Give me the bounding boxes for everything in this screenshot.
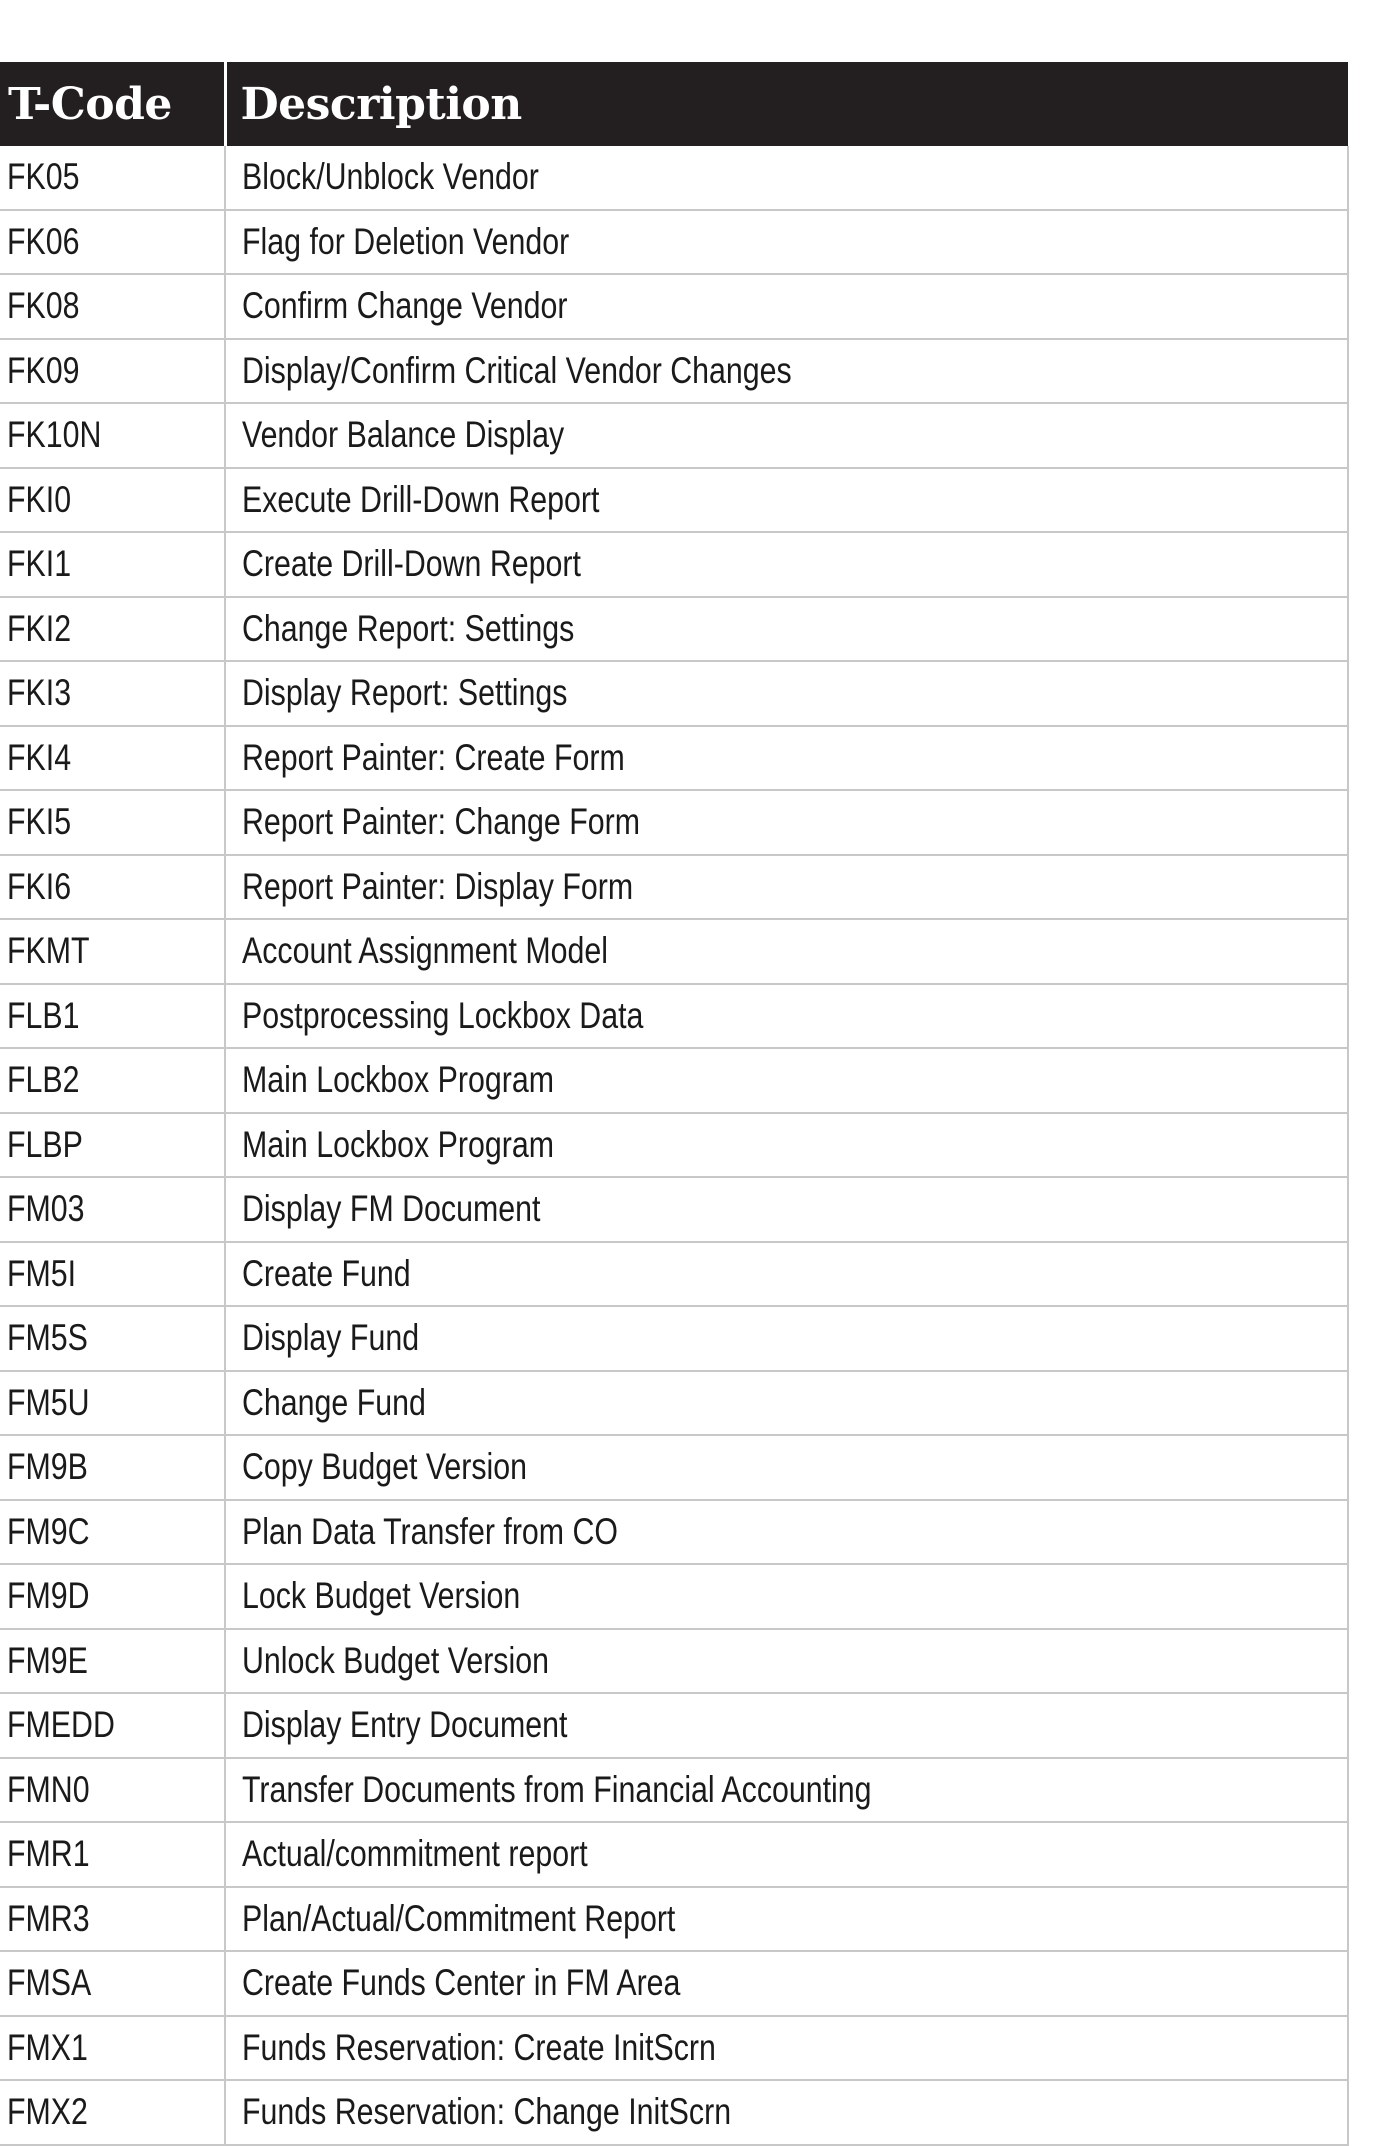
tcode-cell xyxy=(0,1048,225,1113)
tcode-text: FLB2 xyxy=(7,1059,80,1101)
table-row xyxy=(0,919,1348,984)
description-cell xyxy=(225,726,1348,791)
description-cell xyxy=(225,403,1348,468)
description-text: Change Report: Settings xyxy=(242,607,575,649)
description-text: Report Painter: Create Form xyxy=(242,736,625,778)
tcode-text: FKI4 xyxy=(7,736,72,778)
description-cell xyxy=(225,1500,1348,1565)
description-cell xyxy=(225,210,1348,275)
table-row xyxy=(0,468,1348,533)
table-row xyxy=(0,1887,1348,1952)
tcode-cell xyxy=(0,1371,225,1436)
table-row xyxy=(0,146,1348,210)
description-cell xyxy=(225,2080,1348,2145)
tcode-table xyxy=(0,62,1349,2146)
description-cell xyxy=(225,1758,1348,1823)
tcode-text: FM9B xyxy=(7,1446,88,1488)
tcode-cell xyxy=(0,1758,225,1823)
description-cell xyxy=(225,1951,1348,2016)
description-text: Create Fund xyxy=(242,1252,411,1294)
description-text: Confirm Change Vendor xyxy=(242,285,568,327)
tcode-cell xyxy=(0,339,225,404)
description-text: Lock Budget Version xyxy=(242,1575,521,1617)
description-cell xyxy=(225,146,1348,210)
tcode-cell xyxy=(0,726,225,791)
tcode-cell xyxy=(0,146,225,210)
tcode-cell xyxy=(0,597,225,662)
tcode-text: FM03 xyxy=(7,1188,85,1230)
description-text: Postprocessing Lockbox Data xyxy=(242,994,644,1036)
table-row xyxy=(0,1371,1348,1436)
tcode-cell xyxy=(0,2016,225,2081)
tcode-text: FK08 xyxy=(7,285,80,327)
table-row xyxy=(0,274,1348,339)
header-row xyxy=(0,62,1348,146)
table-row xyxy=(0,2016,1348,2081)
description-cell xyxy=(225,1435,1348,1500)
tcode-cell xyxy=(0,1951,225,2016)
tcode-cell xyxy=(0,1177,225,1242)
tcode-cell xyxy=(0,403,225,468)
description-cell xyxy=(225,984,1348,1049)
description-text: Display Fund xyxy=(242,1317,420,1359)
description-cell xyxy=(225,1371,1348,1436)
tcode-cell xyxy=(0,1564,225,1629)
description-cell xyxy=(225,1629,1348,1694)
description-cell xyxy=(225,597,1348,662)
description-cell xyxy=(225,1113,1348,1178)
description-cell xyxy=(225,1822,1348,1887)
table-row xyxy=(0,597,1348,662)
tcode-cell xyxy=(0,1822,225,1887)
table-row xyxy=(0,1500,1348,1565)
description-text: Display Entry Document xyxy=(242,1704,568,1746)
description-text: Display/Confirm Critical Vendor Changes xyxy=(242,349,792,391)
table-row xyxy=(0,726,1348,791)
description-text: Funds Reservation: Create InitScrn xyxy=(242,2026,716,2068)
tcode-cell xyxy=(0,790,225,855)
tcode-cell xyxy=(0,1500,225,1565)
tcode-text: FMX1 xyxy=(7,2026,88,2068)
tcode-text: FK09 xyxy=(7,349,80,391)
tcode-cell xyxy=(0,1242,225,1307)
description-text: Plan/Actual/Commitment Report xyxy=(242,1897,676,1939)
table-row xyxy=(0,1951,1348,2016)
description-text: Transfer Documents from Financial Accounting xyxy=(242,1768,872,1810)
tcode-text: FKI3 xyxy=(7,672,72,714)
tcode-cell xyxy=(0,1306,225,1371)
tcode-cell xyxy=(0,984,225,1049)
table-row xyxy=(0,1629,1348,1694)
description-cell xyxy=(225,274,1348,339)
tcode-text: FLB1 xyxy=(7,994,80,1036)
tcode-cell xyxy=(0,468,225,533)
table-row xyxy=(0,1822,1348,1887)
tcode-cell xyxy=(0,274,225,339)
description-text: Unlock Budget Version xyxy=(242,1639,549,1681)
description-cell xyxy=(225,2016,1348,2081)
table-row xyxy=(0,339,1348,404)
table-row xyxy=(0,210,1348,275)
tcode-text: FMR1 xyxy=(7,1833,90,1875)
tcode-text: FM5U xyxy=(7,1381,90,1423)
description-text: Funds Reservation: Change InitScrn xyxy=(242,2091,732,2133)
description-text: Main Lockbox Program xyxy=(242,1123,554,1165)
tcode-text: FKMT xyxy=(7,930,90,972)
description-text: Report Painter: Display Form xyxy=(242,865,634,907)
table-row xyxy=(0,1758,1348,1823)
table-row xyxy=(0,2080,1348,2145)
table-row xyxy=(0,1564,1348,1629)
tcode-text: FK06 xyxy=(7,220,80,262)
tcode-text: FMR3 xyxy=(7,1897,90,1939)
table-row xyxy=(0,1177,1348,1242)
tcode-text: FMEDD xyxy=(7,1704,115,1746)
description-text: Block/Unblock Vendor xyxy=(242,156,539,198)
tcode-text: FM9E xyxy=(7,1639,88,1681)
description-cell xyxy=(225,790,1348,855)
description-text: Change Fund xyxy=(242,1381,426,1423)
column-header-description: Description xyxy=(225,62,1348,146)
table-row xyxy=(0,790,1348,855)
description-text: Vendor Balance Display xyxy=(242,414,565,456)
table-row xyxy=(0,1693,1348,1758)
description-cell xyxy=(225,1048,1348,1113)
table-row xyxy=(0,532,1348,597)
description-text: Main Lockbox Program xyxy=(242,1059,554,1101)
description-cell xyxy=(225,919,1348,984)
description-cell xyxy=(225,1887,1348,1952)
table-row xyxy=(0,1113,1348,1178)
description-cell xyxy=(225,661,1348,726)
description-cell xyxy=(225,532,1348,597)
description-cell xyxy=(225,1177,1348,1242)
tcode-cell xyxy=(0,2080,225,2145)
description-cell xyxy=(225,339,1348,404)
description-text: Account Assignment Model xyxy=(242,930,608,972)
description-text: Create Drill-Down Report xyxy=(242,543,581,585)
tcode-text: FKI0 xyxy=(7,478,72,520)
tcode-text: FKI1 xyxy=(7,543,72,585)
tcode-cell xyxy=(0,1693,225,1758)
tcode-text: FM9C xyxy=(7,1510,90,1552)
tcode-text: FKI5 xyxy=(7,801,72,843)
description-text: Copy Budget Version xyxy=(242,1446,528,1488)
description-cell xyxy=(225,468,1348,533)
table-row xyxy=(0,1435,1348,1500)
description-cell xyxy=(225,1242,1348,1307)
table-row xyxy=(0,855,1348,920)
table-row xyxy=(0,1306,1348,1371)
table-row xyxy=(0,1242,1348,1307)
tcode-text: FM9D xyxy=(7,1575,90,1617)
tcode-text: FK10N xyxy=(7,414,102,456)
tcode-cell xyxy=(0,661,225,726)
description-text: Execute Drill-Down Report xyxy=(242,478,600,520)
tcode-cell xyxy=(0,532,225,597)
description-cell xyxy=(225,1564,1348,1629)
table-row xyxy=(0,403,1348,468)
description-text: Plan Data Transfer from CO xyxy=(242,1510,619,1552)
tcode-cell xyxy=(0,1629,225,1694)
tcode-text: FKI2 xyxy=(7,607,72,649)
tcode-cell xyxy=(0,1887,225,1952)
table-body xyxy=(0,146,1348,2145)
tcode-text: FMX2 xyxy=(7,2091,88,2133)
description-text: Report Painter: Change Form xyxy=(242,801,640,843)
description-cell xyxy=(225,1306,1348,1371)
description-cell xyxy=(225,855,1348,920)
tcode-text: FMSA xyxy=(7,1962,92,2004)
table-header xyxy=(0,62,1348,146)
tcode-cell xyxy=(0,210,225,275)
tcode-text: FM5I xyxy=(7,1252,77,1294)
tcode-text: FM5S xyxy=(7,1317,88,1359)
description-text: Display Report: Settings xyxy=(242,672,568,714)
description-cell xyxy=(225,1693,1348,1758)
tcode-cell xyxy=(0,1113,225,1178)
tcode-text: FLBP xyxy=(7,1123,83,1165)
tcode-cell xyxy=(0,855,225,920)
tcode-cell xyxy=(0,1435,225,1500)
description-text: Flag for Deletion Vendor xyxy=(242,220,570,262)
table-row xyxy=(0,1048,1348,1113)
table-row xyxy=(0,661,1348,726)
column-header-tcode: T-Code xyxy=(0,62,225,146)
tcode-cell xyxy=(0,919,225,984)
description-text: Display FM Document xyxy=(242,1188,541,1230)
description-text: Actual/commitment report xyxy=(242,1833,588,1875)
tcode-text: FK05 xyxy=(7,156,80,198)
description-text: Create Funds Center in FM Area xyxy=(242,1962,681,2004)
tcode-text: FMN0 xyxy=(7,1768,90,1810)
table-row xyxy=(0,984,1348,1049)
tcode-text: FKI6 xyxy=(7,865,72,907)
